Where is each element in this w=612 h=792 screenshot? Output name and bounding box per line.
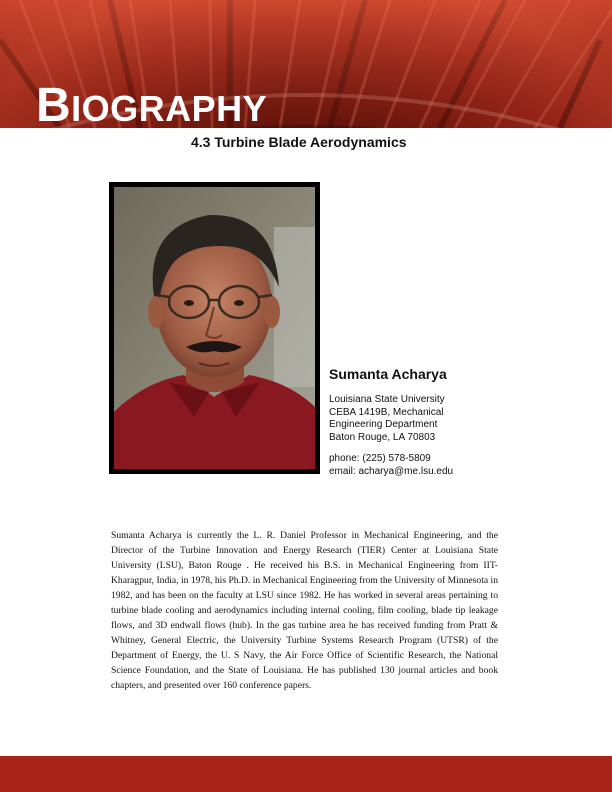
- title-first-letter: B: [36, 79, 72, 128]
- biography-paragraph: Sumanta Acharya is currently the L. R. Daniel Professor in Mechanical Engineering, and the Director of the Turbine Innovation and Energy Research (TIER) Center at Louisiana State University (LSU), Baton Rouge . He received his B.S. in Mechanical Engineering from IIT-Kharagpur, India, in 1978, his Ph.D. in Mechanical Engineering from the University of Minnesota in 1982, and has been on the faculty at LSU since 1982. He has worked in several areas pertaining to turbine blade cooling and aerodynamics including internal cooling, film cooling, blade tip leakage flows, and 3D endwall flows (hub). In the gas turbine area he has received funding from Pratt & Whitney, General Electric, the University Turbine Systems Research Program (UTSR) of the Department of Energy, the U. S Navy, the Air Force Office of Scientific Research, the National Science Foundation, and the State of Louisiana. He has published 130 journal articles and book chapters, and presented over 160 conference papers.: [111, 530, 498, 691]
- person-name: Sumanta Acharya: [329, 366, 447, 382]
- section-subtitle: 4.3 Turbine Blade Aerodynamics: [191, 134, 407, 150]
- phone-number: phone: (225) 578-5809: [329, 453, 431, 464]
- portrait-photo: [109, 182, 320, 474]
- city-address: Baton Rouge, LA 70803: [329, 431, 436, 443]
- footer-bar: [0, 756, 612, 792]
- portrait-image: [114, 187, 315, 469]
- office-address: CEBA 1419B, Mechanical: [329, 406, 444, 418]
- institution: Louisiana State University: [329, 394, 445, 405]
- page-title: [36, 79, 268, 128]
- header-banner: [0, 0, 612, 128]
- email-address: email: acharya@me.lsu.edu: [329, 465, 454, 477]
- department: Engineering Department: [329, 419, 438, 430]
- contact-block: [329, 366, 529, 478]
- title-rest: IOGRAPHY: [71, 88, 268, 128]
